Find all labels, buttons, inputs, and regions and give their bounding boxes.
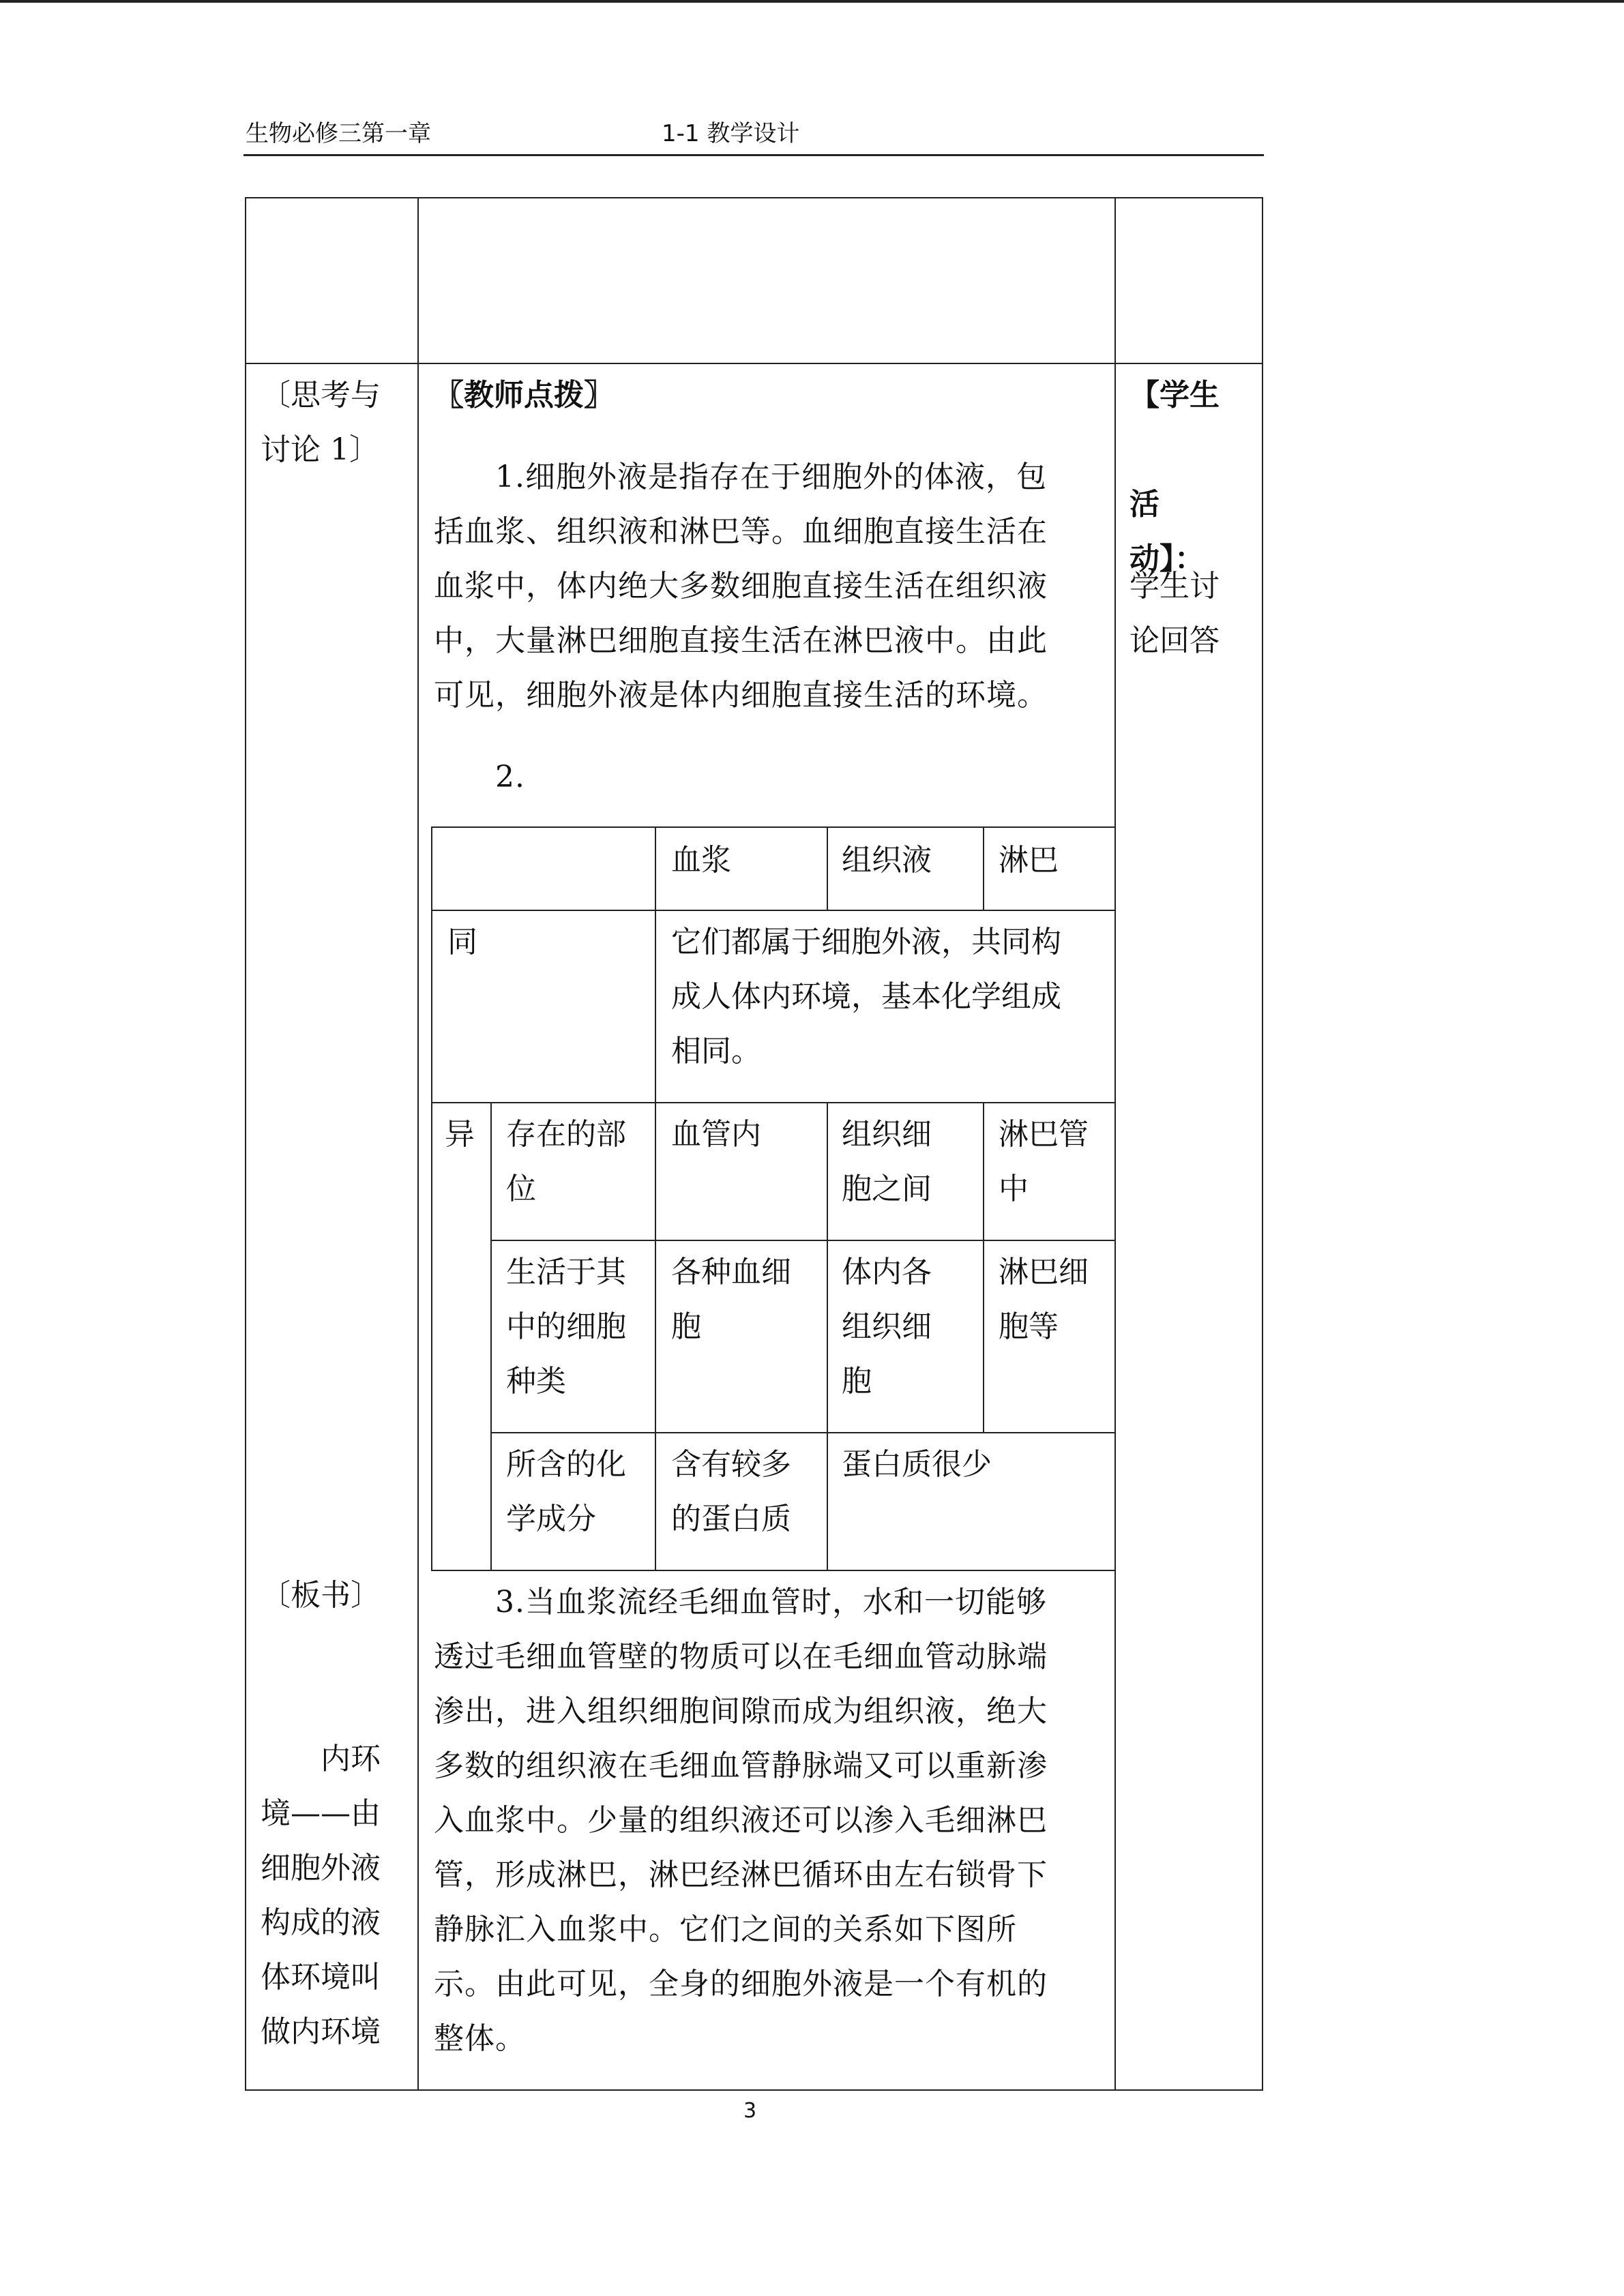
student-activity-title: 【学生 活 动】： xyxy=(1130,378,1220,576)
page-number: 3 xyxy=(743,2099,757,2123)
board-label: 〔板书〕 xyxy=(261,1578,381,1613)
r3-plasma: 含有较多 的蛋白质 xyxy=(671,1447,791,1536)
student-activity-text: 学生讨 论回答 xyxy=(1130,569,1220,658)
r1-tissue: 组织细 胞之间 xyxy=(842,1117,932,1206)
paragraph-2: 2. xyxy=(434,760,525,794)
paragraph-3: 3.当血浆流经毛细血管时，水和一切能够 透过毛细血管壁的物质可以在毛细血管动脉端 渗出，进入组织细胞间隙而成为组织液，绝大 多数的组织液在毛细血管静脉端又可以重新渗 入血浆中。少量的组织液还可以渗入毛细淋巴 管，形成淋巴，淋巴经淋巴循环由左右锁骨下 静脉汇入血浆中。它们之间的关系如下图所 示。由此可见，全身的细胞外液是一个有机的 整体。 xyxy=(434,1585,1048,2056)
paragraph-1: 1.细胞外液是指存在于细胞外的体液，包 括血浆、组织液和淋巴等。血细胞直接生活在 血浆中，体内绝大多数细胞直接生活在组织液 中，大量淋巴细胞直接生活在淋巴液中。由此 可见，细胞外液是体内细胞直接生活的环境。 xyxy=(434,460,1048,713)
r2-label: 生活于其 中的细胞 种类 xyxy=(506,1255,626,1399)
r2-plasma: 各种血细 胞 xyxy=(671,1255,791,1344)
header-rule xyxy=(243,154,1264,156)
inner-diff-label-cell xyxy=(431,1102,492,1571)
same-label: 同 xyxy=(447,925,477,959)
page-top-border xyxy=(0,0,1624,3)
outer-row1-col2 xyxy=(417,197,1116,364)
r3-tissue-lymph: 蛋白质很少 xyxy=(842,1447,992,1482)
inner-header-blank xyxy=(431,826,656,911)
r2-tissue: 体内各 组织细 胞 xyxy=(842,1255,932,1399)
teacher-tip-heading: 〖教师点拨〗 xyxy=(434,378,614,413)
header-plasma: 血浆 xyxy=(671,843,731,878)
outer-row1-col3 xyxy=(1114,197,1263,364)
r3-label: 所含的化 学成分 xyxy=(506,1447,626,1536)
r2-lymph: 淋巴细 胞等 xyxy=(999,1255,1089,1344)
same-text: 它们都属于细胞外液，共同构 成人体内环境，基本化学组成 相同。 xyxy=(671,925,1061,1069)
think-discuss-label: 〔思考与 讨论 1〕 xyxy=(261,378,381,467)
diff-label: 异 xyxy=(445,1117,475,1152)
r1-label: 存在的部 位 xyxy=(506,1117,626,1206)
header-left: 生物必修三第一章 xyxy=(246,120,431,147)
outer-row1-col1 xyxy=(245,197,419,364)
board-text: 内环 境——由 细胞外液 构成的液 体环境叫 做内环境 xyxy=(261,1742,381,2049)
header-tissue-fluid: 组织液 xyxy=(842,843,932,878)
r1-plasma: 血管内 xyxy=(671,1117,761,1152)
r1-lymph: 淋巴管 中 xyxy=(999,1117,1089,1206)
header-lymph: 淋巴 xyxy=(999,843,1059,878)
header-center: 1-1 教学设计 xyxy=(662,120,800,147)
